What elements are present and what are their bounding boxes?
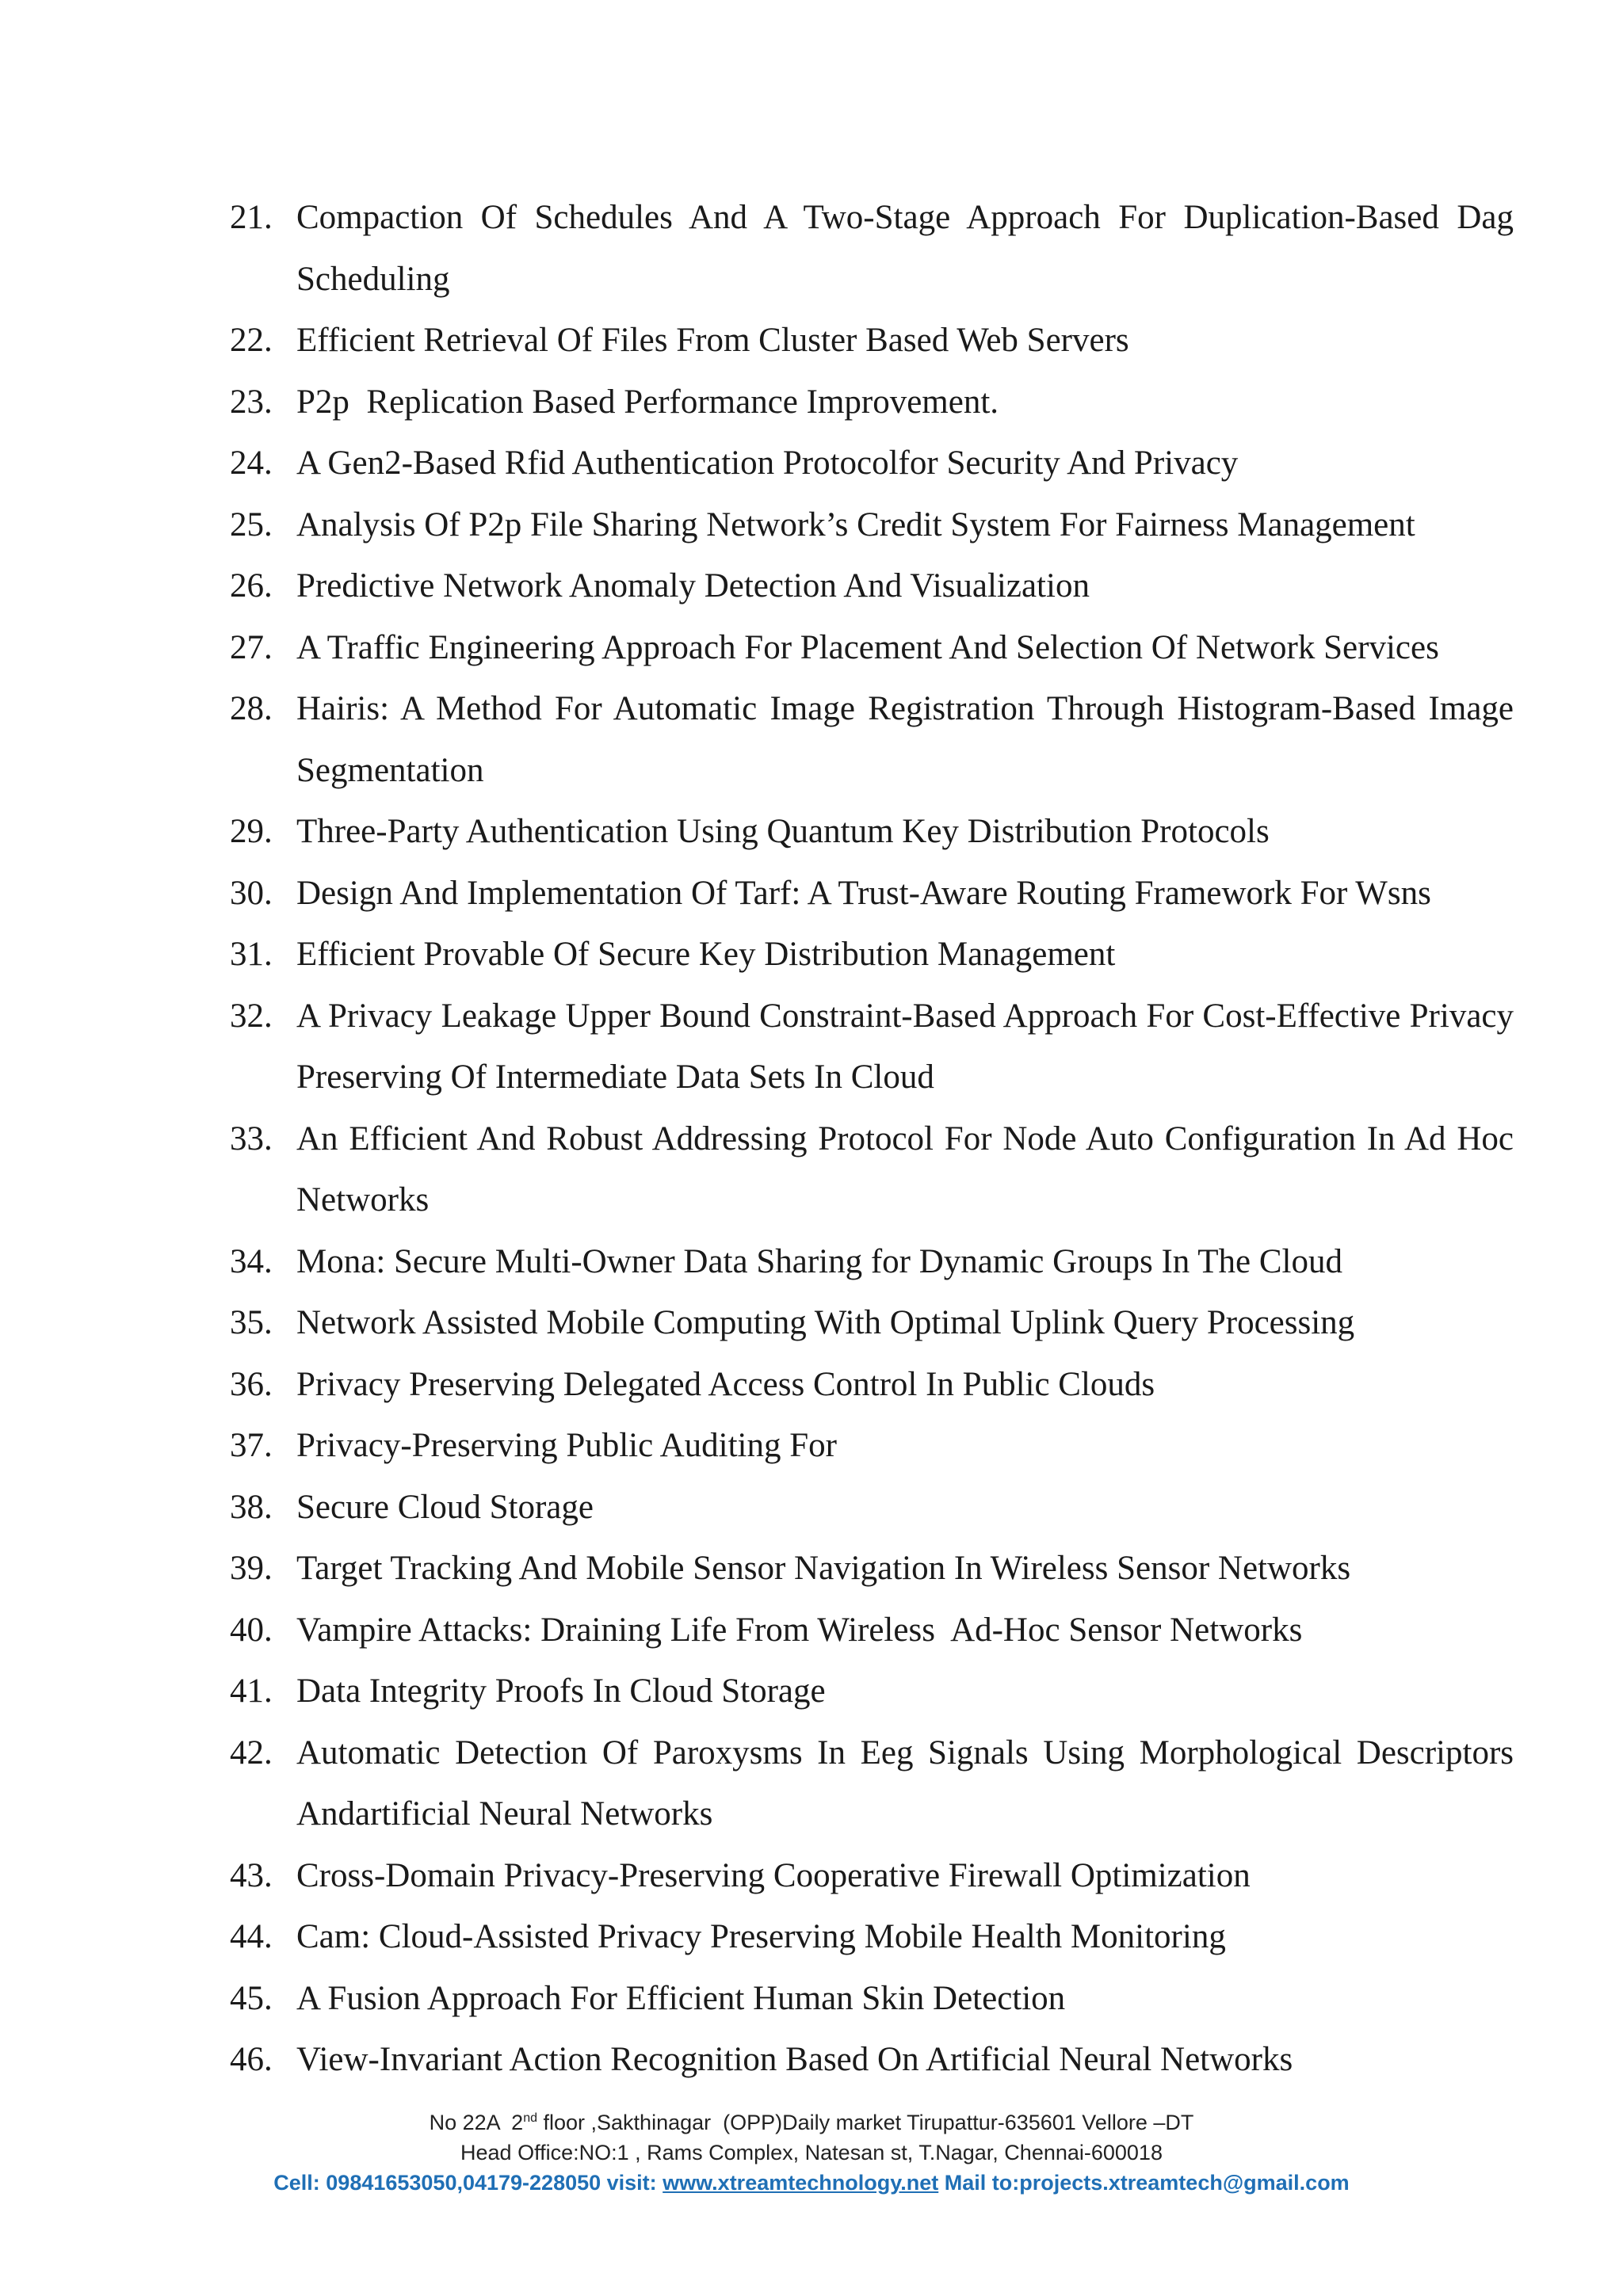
item-number: 30. — [230, 874, 273, 912]
item-title: Data Integrity Proofs In Cloud Storage — [296, 1672, 826, 1710]
item-number: 29. — [230, 813, 273, 850]
item-title: Mona: Secure Multi-Owner Data Sharing for Dynamic Groups In The Cloud — [296, 1242, 1342, 1280]
list-item — [230, 1968, 1514, 2030]
item-number: 27. — [230, 628, 273, 666]
item-title: Hairis: A Method For Automatic Image Registration Through Histogram-Based Image Segmentation — [296, 690, 1522, 789]
item-title: Vampire Attacks: Draining Life From Wireless Ad-Hoc Sensor Networks — [296, 1611, 1303, 1649]
address-superscript: nd — [523, 2111, 537, 2125]
list-item — [230, 1477, 1514, 1539]
item-number: 25. — [230, 505, 273, 543]
list-item — [230, 801, 1514, 863]
item-title: Privacy Preserving Delegated Access Control In Public Clouds — [296, 1365, 1155, 1403]
list-item — [230, 2029, 1514, 2091]
item-title: A Gen2-Based Rfid Authentication Protocolfor Security And Privacy — [296, 444, 1239, 482]
item-number: 24. — [230, 444, 273, 482]
list-item — [230, 1661, 1514, 1722]
item-title: A Traffic Engineering Approach For Placement And Selection Of Network Services — [296, 628, 1439, 666]
item-number: 45. — [230, 1979, 273, 2017]
item-title: An Efficient And Robust Addressing Protocol For Node Auto Configuration In Ad Hoc Networks — [296, 1119, 1522, 1219]
item-number: 21. — [230, 199, 273, 236]
item-title: Efficient Retrieval Of Files From Cluster Based Web Servers — [296, 322, 1129, 359]
item-number: 39. — [230, 1550, 273, 1587]
list-item — [230, 1231, 1514, 1293]
cell-visit-text: Cell: 09841653050,04179-228050 visit: — [273, 2171, 663, 2195]
list-item — [230, 1538, 1514, 1600]
item-title: Analysis Of P2p File Sharing Network’s Credit System For Fairness Management — [296, 505, 1415, 543]
item-title: P2p Replication Based Performance Improvement. — [296, 383, 999, 421]
item-number: 44. — [230, 1918, 273, 1955]
address-prefix: No 22A 2 — [429, 2111, 524, 2134]
item-title: Predictive Network Anomaly Detection And Visualization — [296, 567, 1090, 605]
list-item — [230, 863, 1514, 925]
item-title: View-Invariant Action Recognition Based On Artificial Neural Networks — [296, 2041, 1293, 2078]
item-number: 23. — [230, 383, 273, 421]
list-item — [230, 555, 1514, 617]
item-title: A Fusion Approach For Efficient Human Skin Detection — [296, 1979, 1066, 2017]
item-number: 46. — [230, 2041, 273, 2078]
item-title: Design And Implementation Of Tarf: A Trust-Aware Routing Framework For Wsns — [296, 874, 1431, 912]
item-number: 31. — [230, 936, 273, 973]
item-number: 43. — [230, 1856, 273, 1894]
list-item — [230, 1906, 1514, 1968]
item-title: Automatic Detection Of Paroxysms In Eeg Signals Using Morphological Descriptors Andartificial Neural Networks — [296, 1733, 1521, 1833]
item-number: 40. — [230, 1611, 273, 1649]
item-number: 28. — [230, 690, 273, 727]
list-item — [230, 678, 1522, 801]
footer-address — [0, 2107, 1623, 2138]
item-title: Cam: Cloud-Assisted Privacy Preserving Mobile Health Monitoring — [296, 1918, 1226, 1955]
address-suffix: floor ,Sakthinagar (OPP)Daily market Tirupattur-635601 Vellore –DT — [537, 2111, 1194, 2134]
item-title: Network Assisted Mobile Computing With Optimal Uplink Query Processing — [296, 1304, 1355, 1341]
list-item — [230, 924, 1514, 986]
list-item — [230, 494, 1514, 556]
mail-text: Mail to:projects.xtreamtech@gmail.com — [938, 2171, 1350, 2195]
item-number: 42. — [230, 1733, 273, 1772]
item-number: 32. — [230, 997, 273, 1035]
item-number: 34. — [230, 1242, 273, 1280]
item-title: Efficient Provable Of Secure Key Distribution Management — [296, 936, 1116, 973]
list-item — [230, 986, 1522, 1108]
list-item — [230, 310, 1514, 372]
item-number: 35. — [230, 1304, 273, 1341]
list-item — [230, 1845, 1514, 1907]
project-title-list — [230, 187, 1522, 2091]
item-title: Cross-Domain Privacy-Preserving Cooperative Firewall Optimization — [296, 1856, 1251, 1894]
item-number: 41. — [230, 1672, 273, 1710]
list-item — [230, 1108, 1522, 1231]
item-number: 33. — [230, 1119, 273, 1158]
footer-contact — [0, 2168, 1623, 2198]
item-number: 37. — [230, 1427, 273, 1464]
item-title: A Privacy Leakage Upper Bound Constraint-Based Approach For Cost-Effective Privacy Preserving Of Intermediate Data Sets In Cloud — [296, 997, 1522, 1096]
item-number: 26. — [230, 567, 273, 605]
item-title: Target Tracking And Mobile Sensor Navigation In Wireless Sensor Networks — [296, 1550, 1351, 1587]
footer-head-office: Head Office:NO:1 , Rams Complex, Natesan st, T.Nagar, Chennai-600018 — [460, 2141, 1163, 2164]
list-item — [230, 617, 1514, 679]
list-item — [230, 1292, 1514, 1354]
item-title: Compaction Of Schedules And A Two-Stage Approach For Duplication-Based Dag Scheduling — [296, 199, 1522, 298]
list-item — [230, 1722, 1521, 1845]
item-title: Privacy-Preserving Public Auditing For — [296, 1427, 837, 1464]
website-link[interactable]: www.xtreamtechnology.net — [663, 2171, 939, 2195]
list-item — [230, 187, 1522, 310]
list-item — [230, 1415, 1514, 1477]
item-number: 38. — [230, 1488, 273, 1526]
item-title: Secure Cloud Storage — [296, 1488, 594, 1526]
item-number: 22. — [230, 322, 273, 359]
list-item — [230, 1600, 1514, 1661]
list-item — [230, 433, 1514, 494]
list-item — [230, 1354, 1514, 1416]
list-item — [230, 372, 1514, 433]
page-footer — [0, 2107, 1623, 2198]
item-number: 36. — [230, 1365, 273, 1403]
item-title: Three-Party Authentication Using Quantum Key Distribution Protocols — [296, 813, 1270, 850]
